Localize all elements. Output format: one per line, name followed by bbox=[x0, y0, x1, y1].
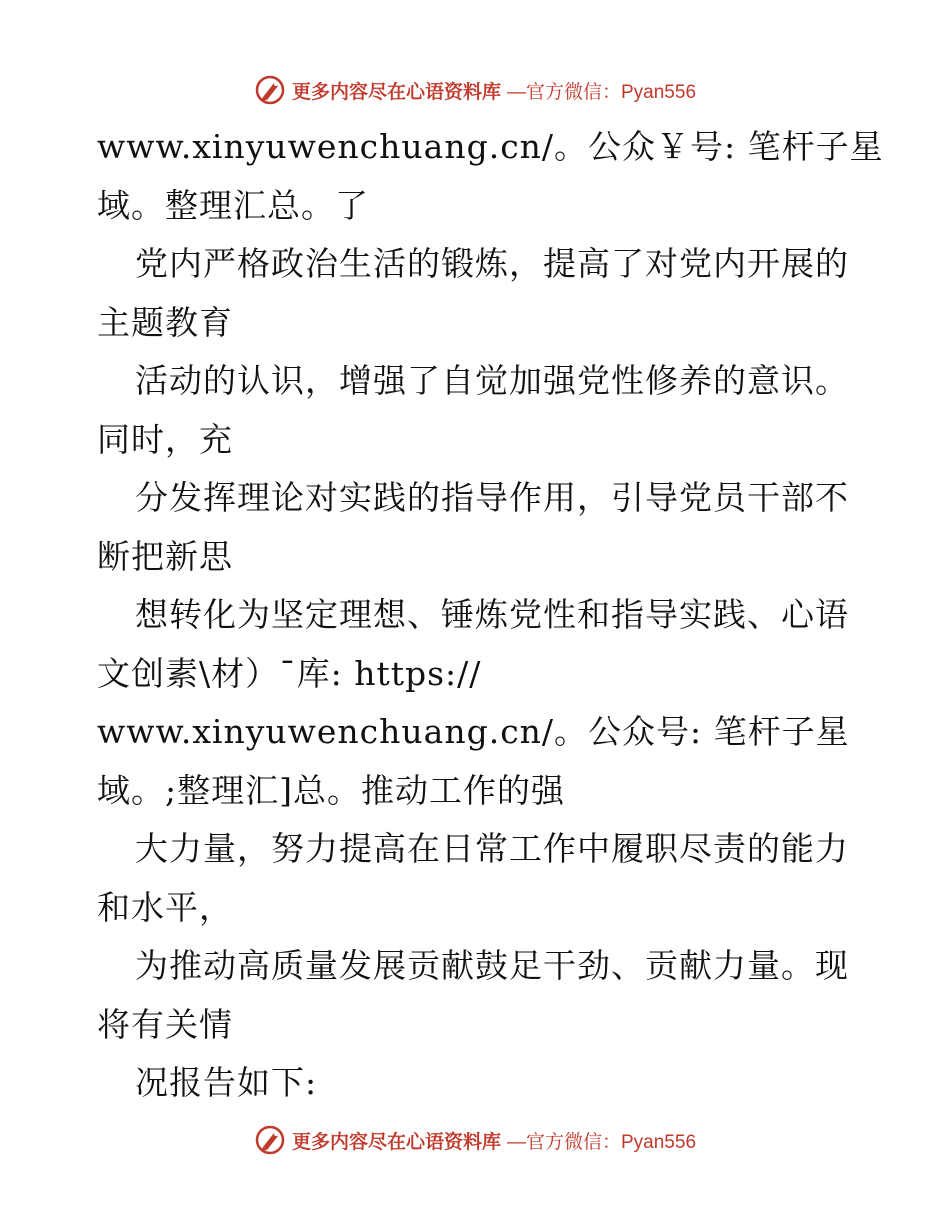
text-line: 断把新思 bbox=[97, 536, 233, 576]
watermark-wechat: —官方微信：Pyan556 bbox=[507, 81, 697, 103]
text-line: 想转化为坚定理想、锤炼党性和指导实践、心语 bbox=[135, 595, 849, 634]
watermark-text: 更多内容尽在心语资料库 bbox=[291, 80, 501, 103]
text-line: 况报告如下: bbox=[135, 1063, 318, 1102]
text-line: 分发挥理论对实践的指导作用，引导党员干部不 bbox=[135, 478, 849, 517]
watermark-wechat: —官方微信：Pyan556 bbox=[507, 1131, 697, 1153]
pen-logo-icon bbox=[254, 74, 286, 106]
watermark-text: 更多内容尽在心语资料库 bbox=[291, 1130, 501, 1153]
text-line: 和水平， bbox=[97, 887, 233, 927]
text-line: 将有关情 bbox=[97, 1004, 233, 1044]
text-line: 为推动高质量发展贡献鼓足干劲、贡献力量。现 bbox=[135, 946, 849, 985]
header-watermark bbox=[0, 70, 950, 110]
pen-logo-icon bbox=[254, 1124, 286, 1156]
text-line: 主题教育 bbox=[97, 302, 233, 342]
text-line: 党内严格政治生活的锻炼，提高了对党内开展的 bbox=[135, 244, 849, 283]
footer-watermark bbox=[0, 1120, 950, 1160]
text-line: 域。;整理汇]总。推动工作的强 bbox=[97, 770, 565, 810]
text-line: www.xinyuwenchuang.cn/。公众号: 笔杆子星 bbox=[97, 712, 850, 751]
text-line: www.xinyuwenchuang.cn/。公众￥号: 笔杆子星 bbox=[97, 127, 884, 166]
text-line: 文创素\材）¯库: https:// bbox=[97, 653, 482, 693]
text-line: 大力量，努力提高在日常工作中履职尽责的能力 bbox=[135, 829, 849, 868]
text-line: 同时，充 bbox=[97, 419, 233, 459]
text-line: 活动的认识，增强了自觉加强党性修养的意识。 bbox=[135, 361, 849, 400]
document-body bbox=[97, 118, 884, 1113]
text-line: 域。整理汇总。了 bbox=[97, 185, 369, 225]
